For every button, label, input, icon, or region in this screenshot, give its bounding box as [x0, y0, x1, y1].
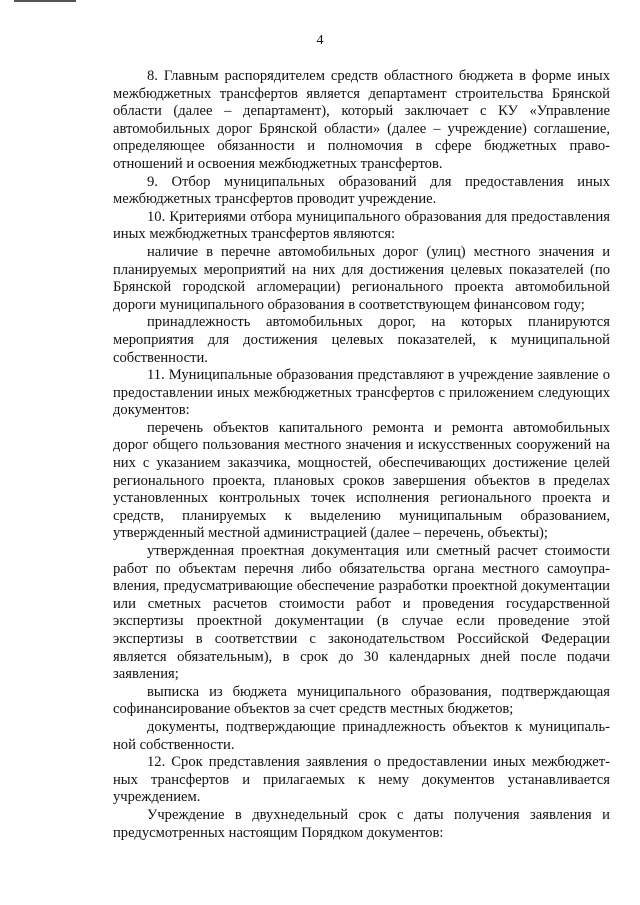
paragraph-institution-review: Учреждение в двухнедельный срок с даты получения заявления и предусмотренных настоящим Порядком документов:: [113, 806, 610, 841]
page-number: 4: [316, 33, 324, 48]
paragraph-8-main-administrator: 8. Главным распорядителем средств областного бюджета в форме иных межбюджетных трансфертов является департамент строительства Брянской области (далее – департамент), который заключает с КУ «Управление автомобильных дорог Брянской области» (далее – учреждение) соглашение, определяющее обязанности и полномочия в сфере бюджетных правоотношений и освоения межбюджетных трансфертов.: [113, 68, 610, 172]
criterion-municipal-ownership: принадлежность автомобильных дорог, на которых планируются мероприятия для достижения целевых показателей, к муниципальной собственности.: [113, 314, 610, 366]
paragraph-12-deadline: 12. Срок представления заявления о предоставлении иных межбюджетных трансфертов и прилагаемых к нему документов устанавливается учреждением.: [113, 754, 610, 806]
document-project-estimate: утвержденная проектная документация или сметный расчет стоимости работ по объектам перечня либо обязательства органа местного самоуправления, предусматривающие обеспечение разработки проектной документации или сметных расчетов стоимости работ и проведения государственной экспертизы проектной документации (в случае если проведение этой экспертизы в соответствии с законодательством Российской Федерации является обязательным), в срок до 30 календарных дней после подачи заявления;: [113, 543, 610, 683]
top-edge-rule: [14, 0, 76, 2]
paragraph-10-criteria: 10. Критериями отбора муниципального образования для предоставления иных межбюджетных трансфертов являются:: [113, 208, 610, 243]
document-objects-list: перечень объектов капитального ремонта и ремонта автомобильных дорог общего пользования местного значения и искусственных сооружений на них с указанием заказчика, мощностей, обеспечивающих достижение целей регионального проекта, плановых сроков завершения объектов в пределах установленных контрольных точек исполнения регионального проекта и средств, планируемых к выделению муниципальным образованием, утвержденный местной администрацией (далее – перечень, объекты);: [113, 419, 610, 542]
criterion-road-list: наличие в перечне автомобильных дорог (улиц) местного значения и планируемых мероприятий на них для достижения целевых показателей (по Брянской городской агломерации) регионального проекта автомобильной дороги муниципального образования в соответствующем финансовом году;: [113, 243, 610, 313]
document-ownership-proof: документы, подтверждающие принадлежность объектов к муниципальной собственности.: [113, 718, 610, 753]
paragraph-9-selection: 9. Отбор муниципальных образований для предоставления иных межбюджетных трансфертов проводит учреждение.: [113, 173, 610, 208]
paragraph-11-application: 11. Муниципальные образования представляют в учреждение заявление о предоставлении иных межбюджетных трансфертов с приложением следующих документов:: [113, 367, 610, 419]
document-body: [113, 68, 610, 842]
document-budget-extract: выписка из бюджета муниципального образования, подтверждающая софинансирование объектов за счет средств местных бюджетов;: [113, 683, 610, 718]
